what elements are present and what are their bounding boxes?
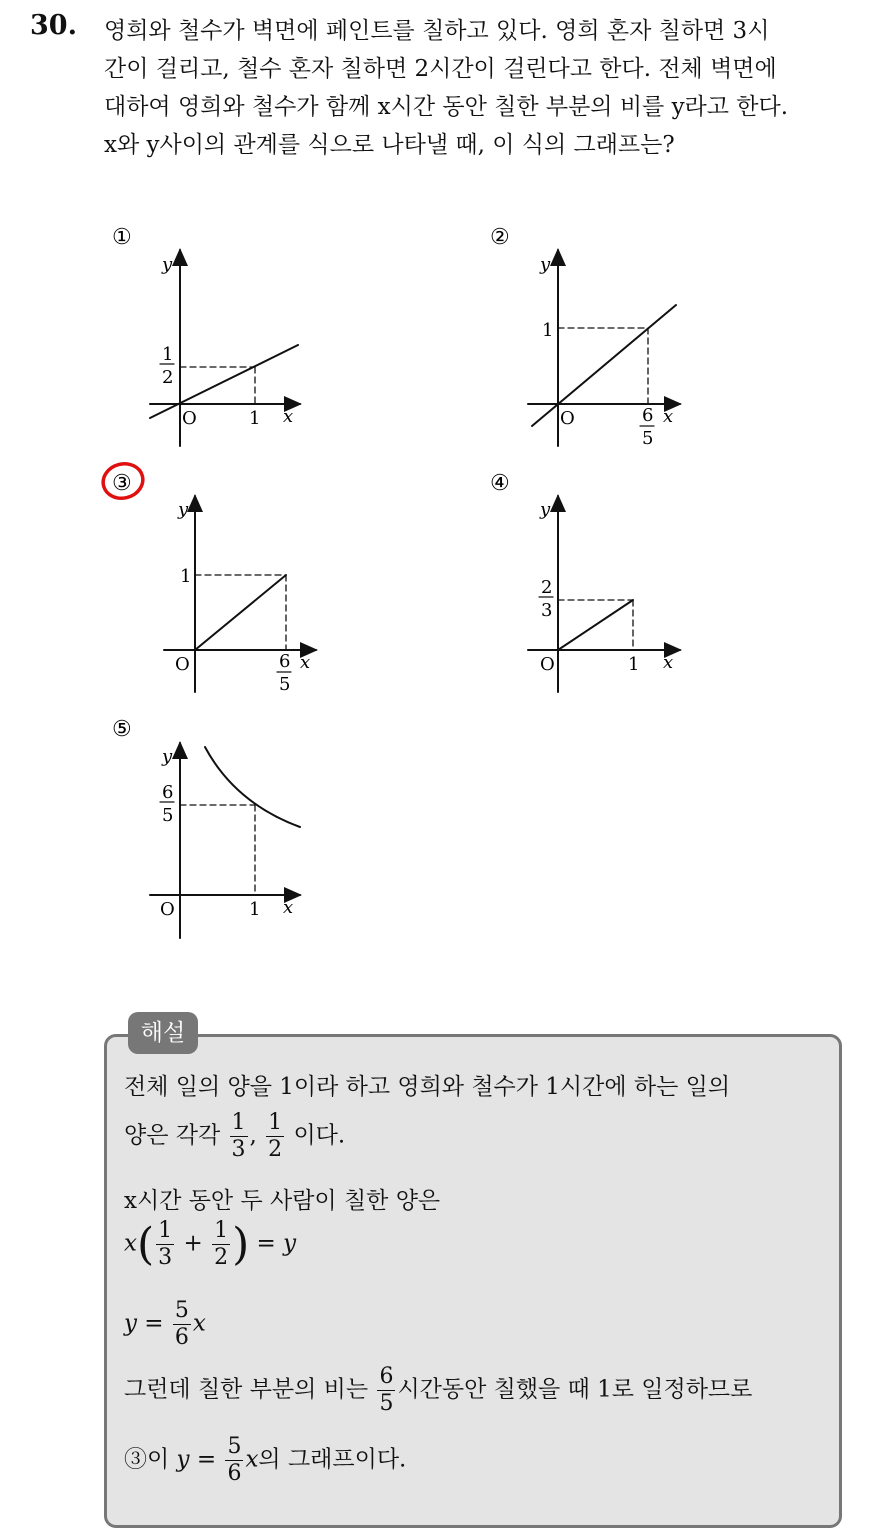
y-axis-label: y [540,254,551,275]
solution-tag: 해설 [128,1012,198,1054]
svg-text:6: 6 [162,782,174,803]
svg-text:1: 1 [162,344,174,365]
svg-text:1: 1 [628,654,640,675]
solution-equation-1: x( $\frac{1}{3}$ + $\frac{1}{2}$ ) = y [124,1218,297,1270]
origin-label: O [160,899,175,920]
choice-5-graph[interactable] [112,717,300,938]
choice-5-label: ⑤ [112,717,132,742]
origin-label: O [175,654,190,675]
svg-text:6: 6 [642,405,654,426]
svg-text:1: 1 [180,566,192,587]
choice-2-graph[interactable] [490,225,680,449]
svg-text:1: 1 [249,899,261,920]
svg-text:6: 6 [279,651,291,672]
question-line: 영희와 철수가 벽면에 페인트를 칠하고 있다. 영희 혼자 칠하면 3시 [104,18,770,44]
choice-2-label: ② [490,225,510,250]
svg-text:5: 5 [642,428,654,449]
solution-line-2: 양은 각각 $\frac{1}{3}$ , $\frac{1}{2}$ 이다. [124,1110,346,1162]
svg-text:5: 5 [162,805,174,826]
x-axis-label: x [663,652,674,673]
choice-3-graph[interactable] [99,459,316,695]
svg-text:1: 1 [542,320,554,341]
svg-text:1: 1 [249,408,261,429]
choice-1-graph[interactable] [112,225,300,446]
question-line: x와 y사이의 관계를 식으로 나타낼 때, 이 식의 그래프는? [104,132,675,158]
y-axis-label: y [178,499,189,520]
x-axis-label: x [283,897,294,918]
choice-1-label: ① [112,225,132,250]
solution-line-6: 그런데 칠한 부분의 비는 $\frac{6}{5}$ 시간동안 칠했을 때 1로 일정하므로 [124,1364,753,1416]
solution-line-3: x시간 동안 두 사람이 칠한 양은 [124,1188,441,1214]
question-number: 30. [30,10,77,41]
svg-text:5: 5 [279,674,291,695]
solution-equation-2: y = $\frac{5}{6}$ x [124,1298,206,1350]
x-axis-label: x [300,652,311,673]
origin-label: O [540,654,555,675]
choice-3-label: ③ [112,471,132,496]
x-axis-label: x [663,406,674,427]
y-axis-label: y [162,746,173,767]
origin-label: O [560,408,575,429]
question-line: 간이 걸리고, 철수 혼자 칠하면 2시간이 걸린다고 한다. 전체 벽면에 [104,56,777,82]
svg-text:2: 2 [541,577,553,598]
choice-4-label: ④ [490,471,510,496]
y-axis-label: y [540,499,551,520]
svg-text:3: 3 [541,600,553,621]
solution-line-1: 전체 일의 양을 1이라 하고 영희와 철수가 1시간에 하는 일의 [124,1074,731,1100]
y-axis-label: y [162,254,173,275]
solution-line-7: ③이 y = $\frac{5}{6}$ x의 그래프이다. [124,1434,407,1486]
x-axis-label: x [283,406,294,427]
svg-text:2: 2 [162,367,174,388]
question-line: 대하여 영희와 철수가 함께 x시간 동안 칠한 부분의 비를 y라고 한다. [104,94,789,120]
choice-4-graph[interactable] [490,471,680,692]
origin-label: O [182,408,197,429]
